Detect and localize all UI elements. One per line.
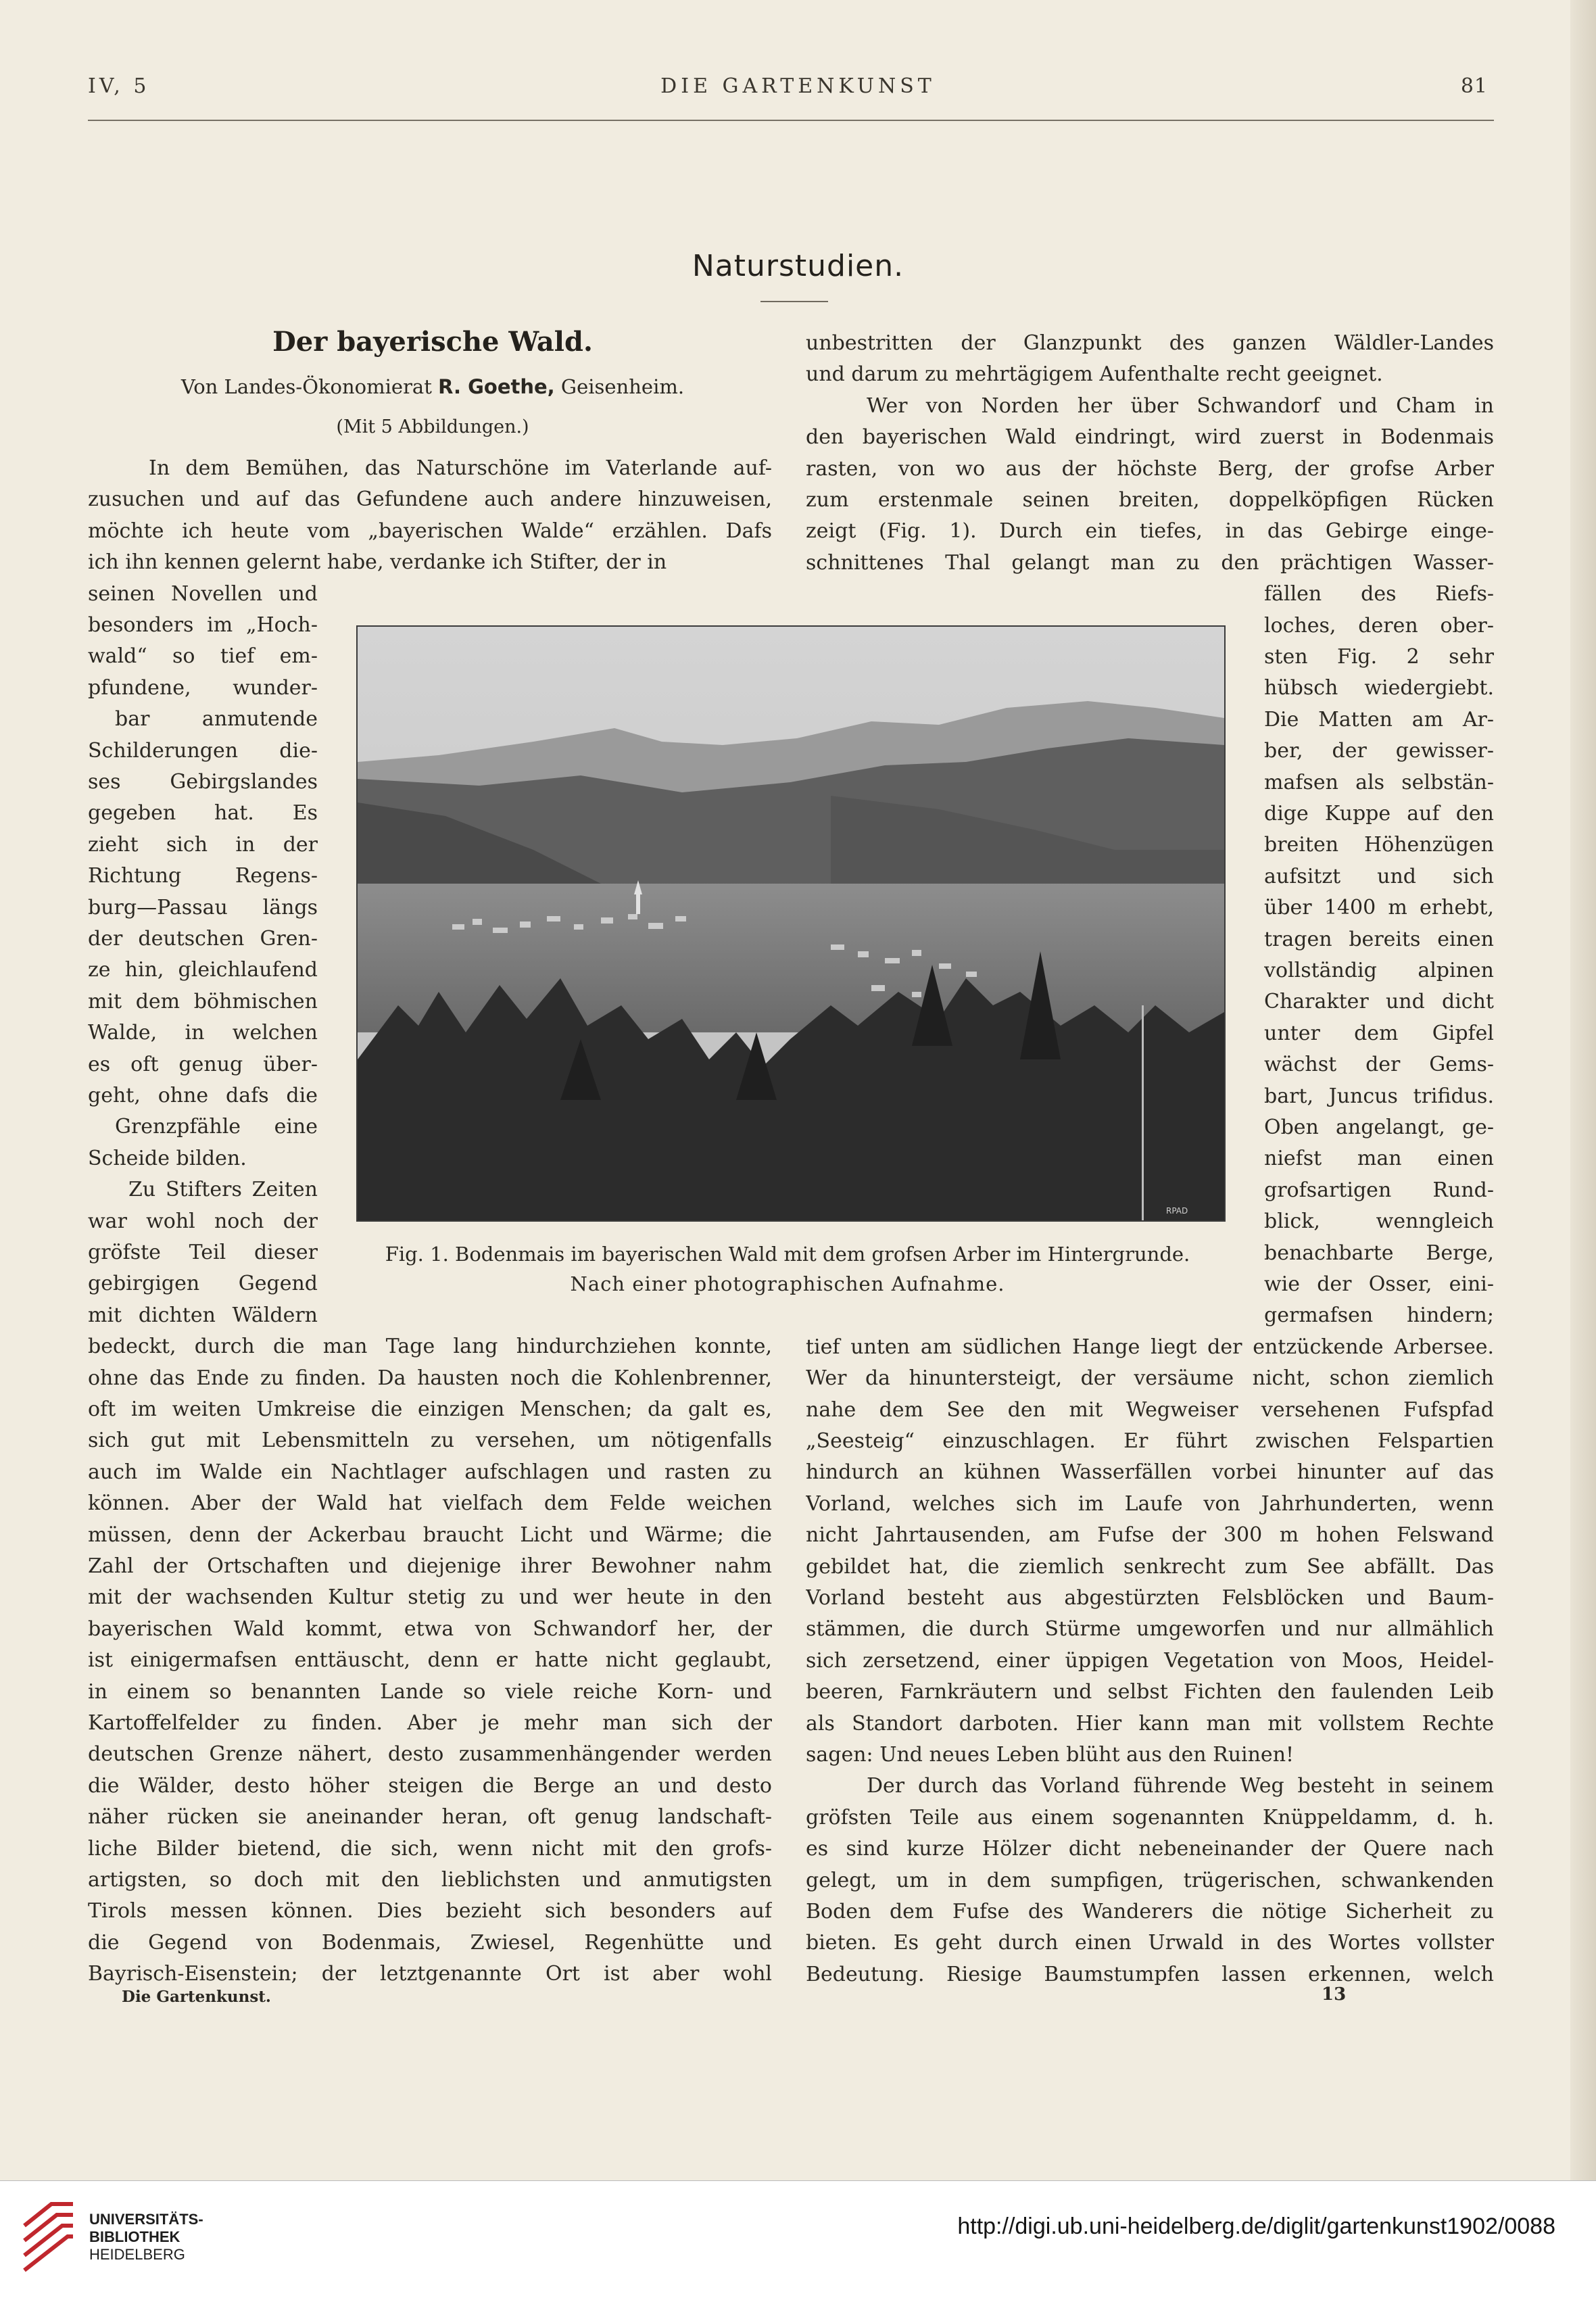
- text-line: deutschen Grenze nähert, desto zusammenhängender werden: [88, 1742, 772, 1767]
- text-line: breiten Höhenzügen: [1264, 833, 1494, 857]
- byline-author: R. Goethe,: [438, 375, 555, 398]
- text-line: Tirols messen können. Dies bezieht sich besonders auf: [88, 1899, 772, 1923]
- text-line: über 1400 m erhebt,: [1264, 896, 1494, 920]
- text-line: den bayerischen Wald eindringt, wird zuerst in Bodenmais: [806, 425, 1494, 450]
- text-line: wald“ so tief em-: [88, 644, 318, 669]
- text-line: fällen des Riefs-: [1264, 582, 1494, 606]
- text-line: zum erstenmale seinen breiten, doppelköpfigen Rücken: [806, 488, 1494, 512]
- text-line: es sind kurze Hölzer dicht nebeneinander der Quere nach: [806, 1837, 1494, 1861]
- library-name-line2: BIBLIOTHEK: [89, 2228, 180, 2245]
- text-line: Vorland besteht aus abgestürzten Felsblöcken und Baum-: [806, 1586, 1494, 1610]
- text-line: In dem Bemühen, das Naturschöne im Vaterlande auf-: [149, 456, 772, 480]
- text-line: aufsitzt und sich: [1264, 864, 1494, 888]
- text-line: Grenzpfähle eine: [115, 1115, 318, 1139]
- text-line: „Seesteig“ einzuschlagen. Er führt zwischen Felspartien: [806, 1429, 1494, 1453]
- text-line: nicht Jahrtausenden, am Fufse der 300 m hohen Felswand: [806, 1523, 1494, 1548]
- text-line: es oft genug über-: [88, 1052, 318, 1076]
- text-line: beeren, Farnkräutern und selbst Fichten den faulenden Leib: [806, 1680, 1494, 1704]
- text-line: müssen, denn der Ackerbau braucht Licht und Wärme; die: [88, 1523, 772, 1547]
- text-line: mit der wachsenden Kultur stetig zu und wer heute in den: [88, 1585, 772, 1610]
- text-line: bieten. Es geht durch einen Urwald in des Wortes vollster: [806, 1931, 1494, 1955]
- text-line: hindurch an kühnen Wasserfällen vorbei hinunter auf das: [806, 1460, 1494, 1485]
- text-line: zeigt (Fig. 1). Durch ein tiefes, in das Gebirge einge-: [806, 519, 1494, 544]
- text-line: ist einigermafsen enttäuscht, denn er hatte nicht geglaubt,: [88, 1648, 772, 1673]
- text-line: wächst der Gems-: [1264, 1053, 1494, 1077]
- text-line: Kartoffelfelder zu finden. Aber je mehr man sich der: [88, 1711, 772, 1735]
- article-illustration-note: (Mit 5 Abbildungen.): [336, 416, 529, 437]
- text-line: Die Matten am Ar-: [1264, 707, 1494, 732]
- text-line: niefst man einen: [1264, 1147, 1494, 1171]
- text-line: Richtung Regens-: [88, 864, 318, 888]
- text-line: Walde, in welchen: [88, 1021, 318, 1045]
- text-line: besonders im „Hoch-: [88, 613, 318, 637]
- text-line: oft im weiten Umkreise die einzigen Menschen; da galt es,: [88, 1397, 772, 1421]
- text-line: gröfsten Teile aus einem sogenannten Knüppeldamm, d. h.: [806, 1805, 1494, 1829]
- text-line: stämmen, die durch Stürme umgeworfen und nur allmählich: [806, 1617, 1494, 1642]
- text-line: geht, ohne dafs die: [88, 1084, 318, 1107]
- text-line: unbestritten der Glanzpunkt des ganzen Wäldler-Landes: [806, 331, 1494, 355]
- section-title: Naturstudien.: [692, 249, 904, 283]
- text-line: sich gut mit Lebensmitteln zu versehen, um nötigenfalls: [88, 1429, 772, 1453]
- text-line: burg—Passau längs: [88, 895, 318, 919]
- text-line: blick, wenngleich: [1264, 1210, 1494, 1234]
- text-line: Bayrisch-Eisenstein; der letztgenannte Ort ist aber wohl: [88, 1962, 772, 1986]
- text-line: unter dem Gipfel: [1264, 1021, 1494, 1045]
- text-line: Wer von Norden her über Schwandorf und Cham in: [867, 393, 1494, 418]
- text-line: Vorland, welches sich im Laufe von Jahrhunderten, wenn: [806, 1491, 1494, 1516]
- text-line: Charakter und dicht: [1264, 990, 1494, 1014]
- text-line: gebirgigen Gegend: [88, 1272, 318, 1296]
- article-byline: [88, 375, 777, 398]
- text-line: Zahl der Ortschaften und diejenige ihrer Bewohner nahm: [88, 1554, 772, 1578]
- text-line: möchte ich heute vom „bayerischen Walde“ erzählen. Dafs: [88, 519, 772, 543]
- text-line: Wer da hinuntersteigt, der versäume nicht, schon ziemlich: [806, 1366, 1494, 1391]
- university-library-logo-icon: [19, 2199, 78, 2273]
- text-line: sagen: Und neues Leben blüht aus den Ruinen!: [806, 1743, 1295, 1767]
- library-name-line1: UNIVERSITÄTS-: [89, 2211, 203, 2228]
- text-line: liche Bilder bietend, die sich, wenn nicht mit den grofs-: [88, 1836, 772, 1861]
- text-line: ohne das Ende zu finden. Da hausten noch die Kohlenbrenner,: [88, 1366, 772, 1390]
- text-line: die Gegend von Bodenmais, Zwiesel, Regenhütte und: [88, 1930, 772, 1955]
- landscape-photo-illustration: [358, 627, 1224, 1220]
- text-line: benachbarte Berge,: [1264, 1241, 1494, 1265]
- text-line: mafsen als selbstän-: [1264, 770, 1494, 794]
- text-line: gegeben hat. Es: [88, 801, 318, 825]
- text-line: Schilderungen die-: [88, 738, 318, 763]
- text-line: germafsen hindern;: [1264, 1303, 1494, 1328]
- text-line: dige Kuppe auf den: [1264, 802, 1494, 825]
- text-line: sich zersetzend, einer üppigen Vegetation von Moos, Heidel-: [806, 1648, 1494, 1673]
- text-line: näher rücken sie aneinander heran, oft genug landschaft-: [88, 1805, 772, 1829]
- text-line: bar anmutende: [115, 707, 318, 732]
- permalink-url[interactable]: http://digi.ub.uni-heidelberg.de/diglit/gartenkunst1902/0088: [957, 2213, 1555, 2239]
- text-line: loches, deren ober-: [1264, 613, 1494, 638]
- text-line: Zu Stifters Zeiten: [128, 1178, 318, 1202]
- text-line: tragen bereits einen: [1264, 927, 1494, 951]
- page-edge-shadow: [1570, 0, 1596, 2180]
- library-city: HEIDELBERG: [89, 2246, 185, 2263]
- title-rule: [760, 301, 828, 302]
- running-head-journal: DIE GARTENKUNST: [660, 74, 936, 98]
- article-title: Der bayerische Wald.: [272, 326, 593, 358]
- text-line: wie der Osser, eini-: [1264, 1272, 1494, 1296]
- text-line: sten Fig. 2 sehr: [1264, 645, 1494, 669]
- text-line: war wohl noch der: [88, 1209, 318, 1233]
- text-line: zieht sich in der: [88, 832, 318, 857]
- byline-prefix: Von Landes-Ökonomierat: [180, 375, 432, 398]
- byline-place: Geisenheim.: [560, 375, 685, 398]
- text-line: gröfste Teil dieser: [88, 1241, 318, 1264]
- figure-caption-source: Nach einer photographischen Aufnahme.: [570, 1272, 1005, 1295]
- text-line: bart, Juncus trifidus.: [1264, 1084, 1494, 1108]
- text-line: bedeckt, durch die man Tage lang hindurchziehen konnte,: [88, 1335, 772, 1359]
- footer-sheet-number: 13: [1322, 1984, 1347, 2005]
- figure-photo: [356, 625, 1226, 1222]
- figure-caption: Fig. 1. Bodenmais im bayerischen Wald mit dem grofsen Arber im Hintergrunde.: [385, 1243, 1190, 1266]
- header-rule: [88, 120, 1494, 121]
- text-line: ze hin, gleichlaufend: [88, 958, 318, 982]
- text-line: zusuchen und auf das Gefundene auch andere hinzuweisen,: [88, 487, 772, 512]
- text-line: in einem so benannten Lande so viele reiche Korn- und: [88, 1679, 772, 1704]
- text-line: die Wälder, desto höher steigen die Berge an und desto: [88, 1773, 772, 1798]
- text-line: mit dem böhmischen: [88, 989, 318, 1013]
- text-line: ses Gebirgslandes: [88, 770, 318, 794]
- text-line: schnittenes Thal gelangt man zu den prächtigen Wasser-: [806, 550, 1494, 575]
- text-line: rasten, von wo aus der höchste Berg, der grofse Arber: [806, 456, 1494, 481]
- footer-journal: Die Gartenkunst.: [122, 1988, 271, 2006]
- photo-mark: RPAD: [1166, 1206, 1188, 1216]
- text-line: können. Aber der Wald hat vielfach dem Felde weichen: [88, 1491, 772, 1516]
- text-line: Boden dem Fufse des Wanderers die nötige Sicherheit zu: [806, 1900, 1494, 1923]
- text-line: mit dichten Wäldern: [88, 1303, 318, 1327]
- running-head-volume: IV, 5: [88, 74, 150, 98]
- text-line: Der durch das Vorland führende Weg besteht in seinem: [867, 1774, 1494, 1798]
- text-line: der deutschen Gren-: [88, 927, 318, 951]
- running-head-page-number: 81: [1460, 74, 1488, 98]
- text-line: artigsten, so doch mit den lieblichsten und anmutigsten: [88, 1868, 772, 1892]
- library-footer: [0, 2180, 1596, 2298]
- text-line: pfundene, wunder-: [88, 675, 318, 700]
- text-line: grofsartigen Rund-: [1264, 1178, 1494, 1202]
- text-line: nahe dem See den mit Wegweiser versehenen Fufspfad: [806, 1397, 1494, 1422]
- text-line: bayerischen Wald kommt, etwa von Schwandorf her, der: [88, 1617, 772, 1641]
- text-line: Oben angelangt, ge-: [1264, 1116, 1494, 1139]
- text-line: seinen Novellen und: [88, 581, 318, 606]
- text-line: als Standort darboten. Hier kann man mit vollstem Rechte: [806, 1711, 1494, 1736]
- text-line: Bedeutung. Riesige Baumstumpfen lassen erkennen, welch: [806, 1962, 1494, 1986]
- text-line: und darum zu mehrtägigem Aufenthalte recht geeignet.: [806, 362, 1383, 387]
- text-line: ich ihn kennen gelernt habe, verdanke ich Stifter, der in: [88, 550, 667, 575]
- text-line: gebildet hat, die ziemlich senkrecht zum See abfällt. Das: [806, 1554, 1494, 1579]
- text-line: Scheide bilden.: [88, 1146, 247, 1170]
- text-line: ber, der gewisser-: [1264, 739, 1494, 763]
- text-line: auch im Walde ein Nachtlager aufschlagen und rasten zu: [88, 1460, 772, 1484]
- text-line: hübsch wiedergiebt.: [1264, 676, 1494, 700]
- text-line: gelegt, um in dem sumpfigen, trügerischen, schwankenden: [806, 1868, 1494, 1892]
- text-line: tief unten am südlichen Hange liegt der entzückende Arbersee.: [806, 1335, 1494, 1359]
- text-line: vollständig alpinen: [1264, 959, 1494, 982]
